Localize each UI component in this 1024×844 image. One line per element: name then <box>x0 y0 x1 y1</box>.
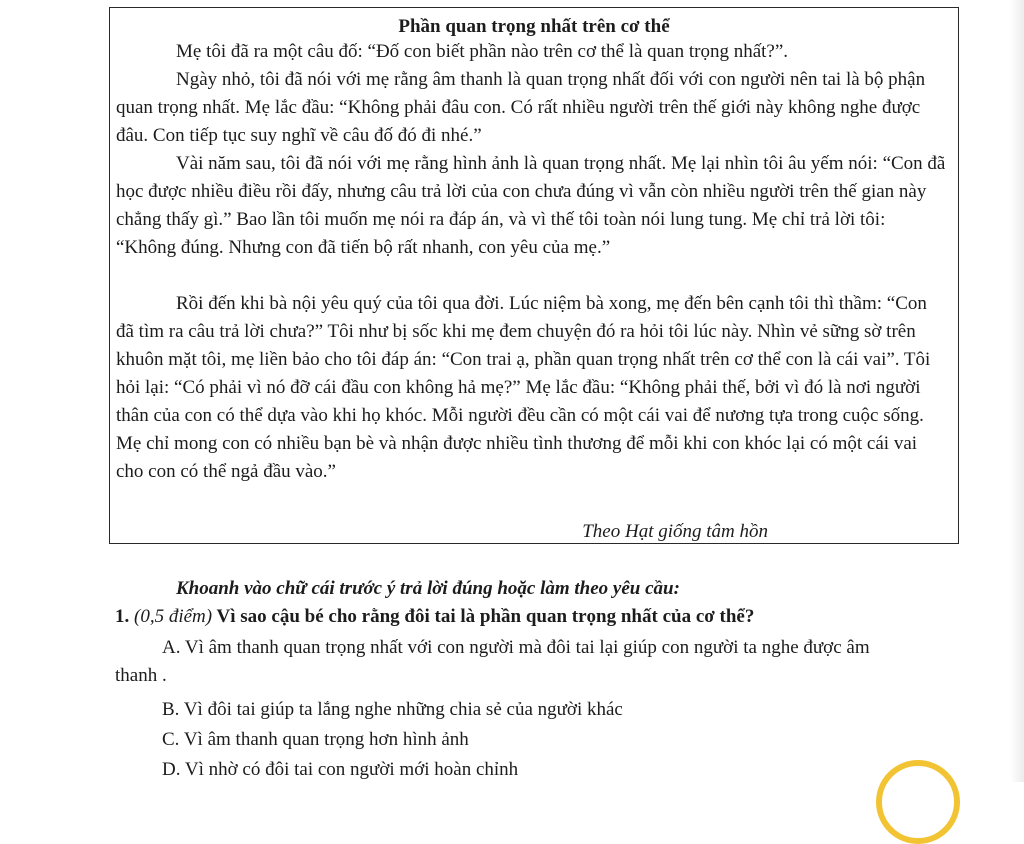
option-d[interactable]: D. Vì nhờ có đôi tai con người mới hoàn chỉnh <box>162 759 519 780</box>
story-paragraph-3: Vài năm sau, tôi đã nói với mẹ rằng hình ảnh là quan trọng nhất. Mẹ lại nhìn tôi âu yếm nói: “Con đã học được nhiều điều rồi đấy, nhưng câu trả lời của con chưa đúng vì vẫn còn nhiều người trên thế gian này chẳng thấy gì.” Bao lần tôi muốn mẹ nói ra đáp án, và vì thế tôi toàn nói lung tung. Mẹ chỉ trả lời tôi: “Không đúng. Nhưng con đã tiến bộ rất nhanh, con yêu của mẹ.” <box>116 153 946 258</box>
question-text: Vì sao cậu bé cho rằng đôi tai là phần quan trọng nhất của cơ thể? <box>216 606 755 627</box>
story-source: Theo Hạt giống tâm hồn <box>582 521 768 542</box>
option-b[interactable]: B. Vì đôi tai giúp ta lắng nghe những chia sẻ của người khác <box>162 699 623 720</box>
page-edge-shadow <box>1010 0 1024 782</box>
story-paragraph-1: Mẹ tôi đã ra một câu đố: “Đố con biết phần nào trên cơ thể là quan trọng nhất?”. <box>176 41 789 62</box>
story-title: Phần quan trọng nhất trên cơ thể <box>398 16 670 37</box>
highlight-circle-mark <box>876 760 960 844</box>
option-a[interactable]: A. Vì âm thanh quan trọng nhất với con người mà đôi tai lại giúp con người ta nghe được âm thanh . <box>115 637 870 686</box>
story-paragraph-4: Rồi đến khi bà nội yêu quý của tôi qua đời. Lúc niệm bà xong, mẹ đến bên cạnh tôi thì thầm: “Con đã tìm ra câu trả lời chưa?” Tôi như bị sốc khi mẹ đem chuyện đó ra hỏi tôi lúc này. Nhìn vẻ sững sờ trên khuôn mặt tôi, mẹ liền bảo cho tôi đáp án: “Con trai ạ, phần quan trọng nhất trên cơ thể con là cái vai”. Tôi hỏi lại: “Có phải vì nó đỡ cái đầu con không hả mẹ?” Mẹ lắc đầu: “Không phải thế, bởi vì đó là nơi người thân của con có thể dựa vào khi họ khóc. Mỗi người đều cần có một cái vai để nương tựa trong cuộc sống. Mẹ chỉ mong con có nhiều bạn bè và nhận được nhiều tình thương để mỗi khi con khóc lại có một cái vai cho con có thể ngả đầu vào.” <box>116 293 931 482</box>
story-paragraph-2: Ngày nhỏ, tôi đã nói với mẹ rằng âm thanh là quan trọng nhất đối với con người nên tai là bộ phận quan trọng nhất. Mẹ lắc đầu: “Không phải đâu con. Có rất nhiều người trên thế giới này không nghe được đâu. Con tiếp tục suy nghĩ về câu đố đó đi nhé.” <box>116 69 926 146</box>
story-box <box>109 7 959 544</box>
instruction-text: Khoanh vào chữ cái trước ý trả lời đúng hoặc làm theo yêu cầu: <box>176 578 680 599</box>
question-number: 1. <box>115 606 130 627</box>
question-1 <box>115 606 754 628</box>
option-c[interactable]: C. Vì âm thanh quan trọng hơn hình ảnh <box>162 729 469 750</box>
question-points: (0,5 điểm) <box>134 606 213 627</box>
